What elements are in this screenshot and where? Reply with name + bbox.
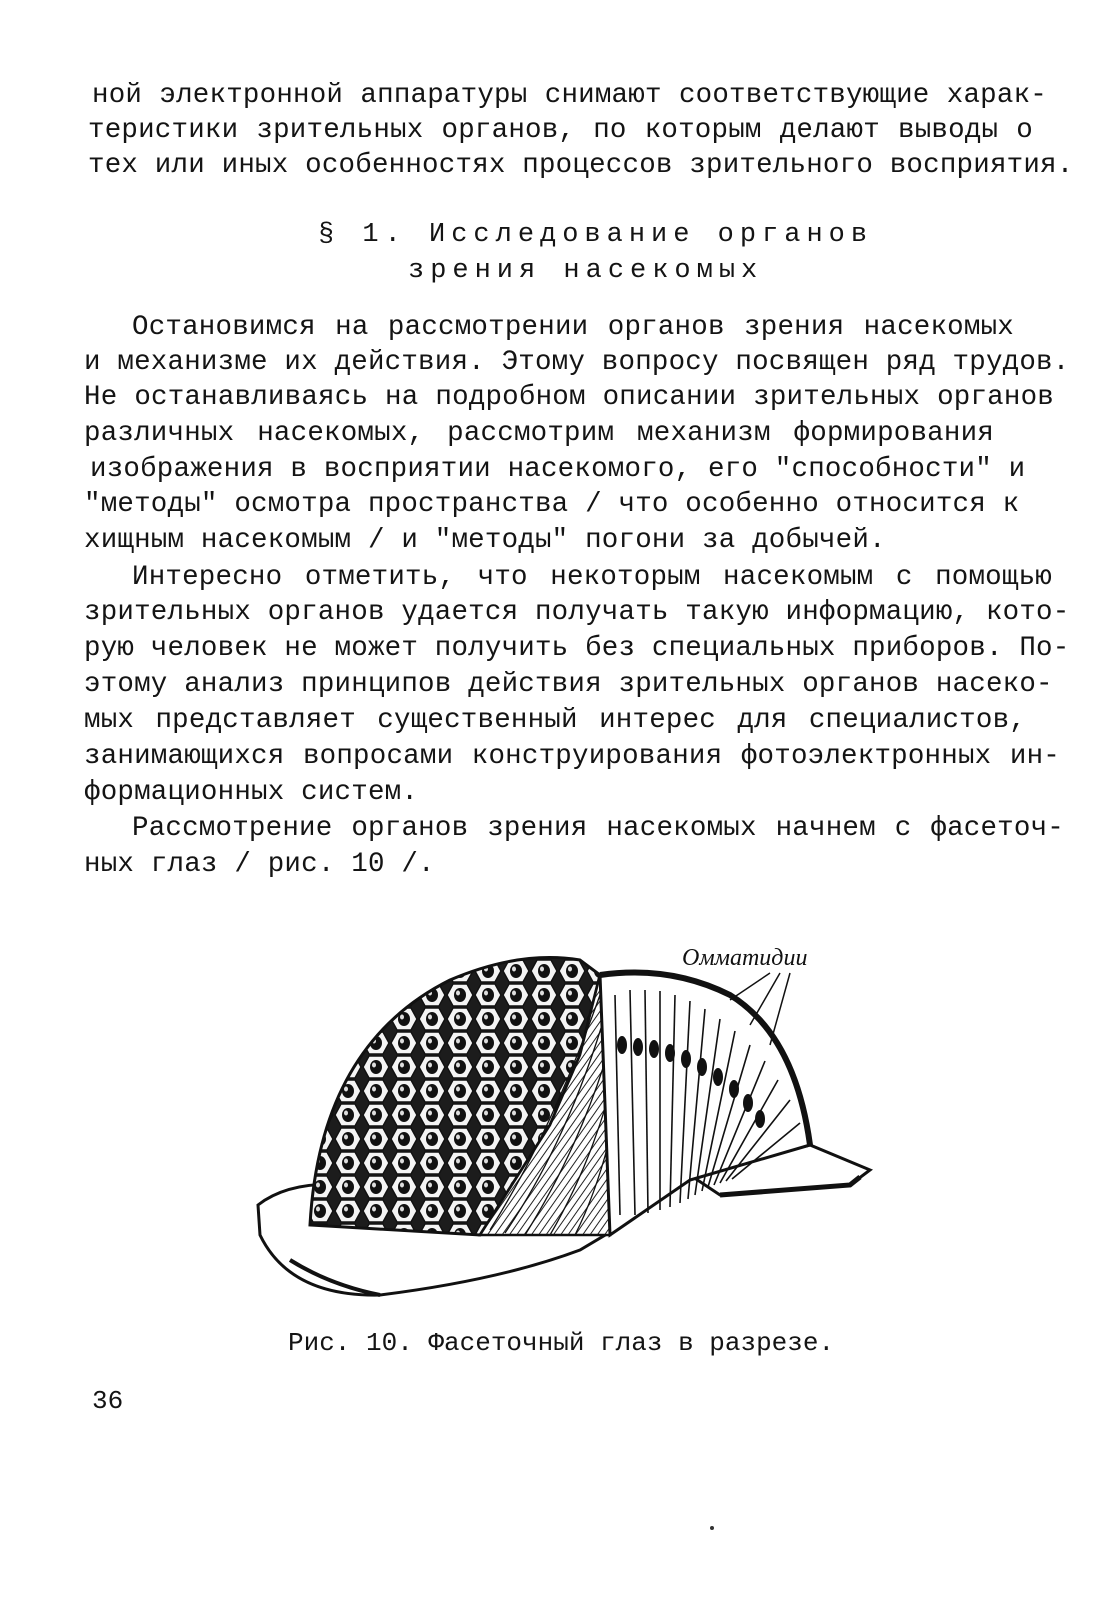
paragraph2-line-3: рую человек не может получить без специальных приборов. По- <box>84 633 1070 664</box>
paragraph3-line-2: ных глаз / рис. 10 /. <box>84 849 435 880</box>
figure-caption: Рис. 10. Фасеточный глаз в разрезе. <box>288 1328 835 1358</box>
paragraph2-line-1: Интересно отметить, что некоторым насекомым с помощью <box>132 562 1052 593</box>
paragraph2-line-5: мых представляет существенный интерес для специалистов, <box>84 705 1026 736</box>
paragraph2-line-4: этому анализ принципов действия зрительных органов насеко- <box>84 669 1053 700</box>
paragraph2-line-2: зрительных органов удается получать такую информацию, кото- <box>84 597 1070 628</box>
paragraph1-line-4: различных насекомых, рассмотрим механизм формирования <box>84 418 994 449</box>
compound-eye-figure <box>250 935 880 1315</box>
paragraph1-line-6: "методы" осмотра пространства / что особенно относится к <box>84 489 1020 520</box>
paragraph1-line-5: изображения в восприятии насекомого, его "способности" и <box>90 454 1026 485</box>
scan-speck <box>710 1526 714 1530</box>
paragraph1-line-7: хищным насекомым / и "методы" погони за добычей. <box>84 525 886 556</box>
section-heading-line-1: § 1. Исследование органов <box>318 220 874 250</box>
intro-line-1: ной электронной аппаратуры снимают соответствующие харак- <box>92 80 1047 111</box>
page-number: 36 <box>92 1386 124 1416</box>
paragraph1-line-1: Остановимся на рассмотрении органов зрения насекомых <box>132 312 1014 343</box>
paragraph2-line-7: формационных систем. <box>84 777 419 808</box>
paragraph1-line-2: и механизме их действия. Этому вопросу посвящен ряд трудов. <box>84 347 1070 378</box>
ommatidia-label: Омматидии <box>682 945 808 971</box>
paragraph2-line-6: занимающихся вопросами конструирования фотоэлектронных ин- <box>84 741 1060 772</box>
paragraph1-line-3: Не останавливаясь на подробном описании зрительных органов <box>84 382 1054 413</box>
intro-line-2: теристики зрительных органов, по которым делают выводы о <box>88 115 1033 146</box>
section-heading-line-2: зрения насекомых <box>408 256 764 286</box>
intro-line-3: тех или иных особенностях процессов зрительного восприятия. <box>88 150 1074 181</box>
paragraph3-line-1: Рассмотрение органов зрения насекомых начнем с фaсеточ- <box>132 813 1064 844</box>
